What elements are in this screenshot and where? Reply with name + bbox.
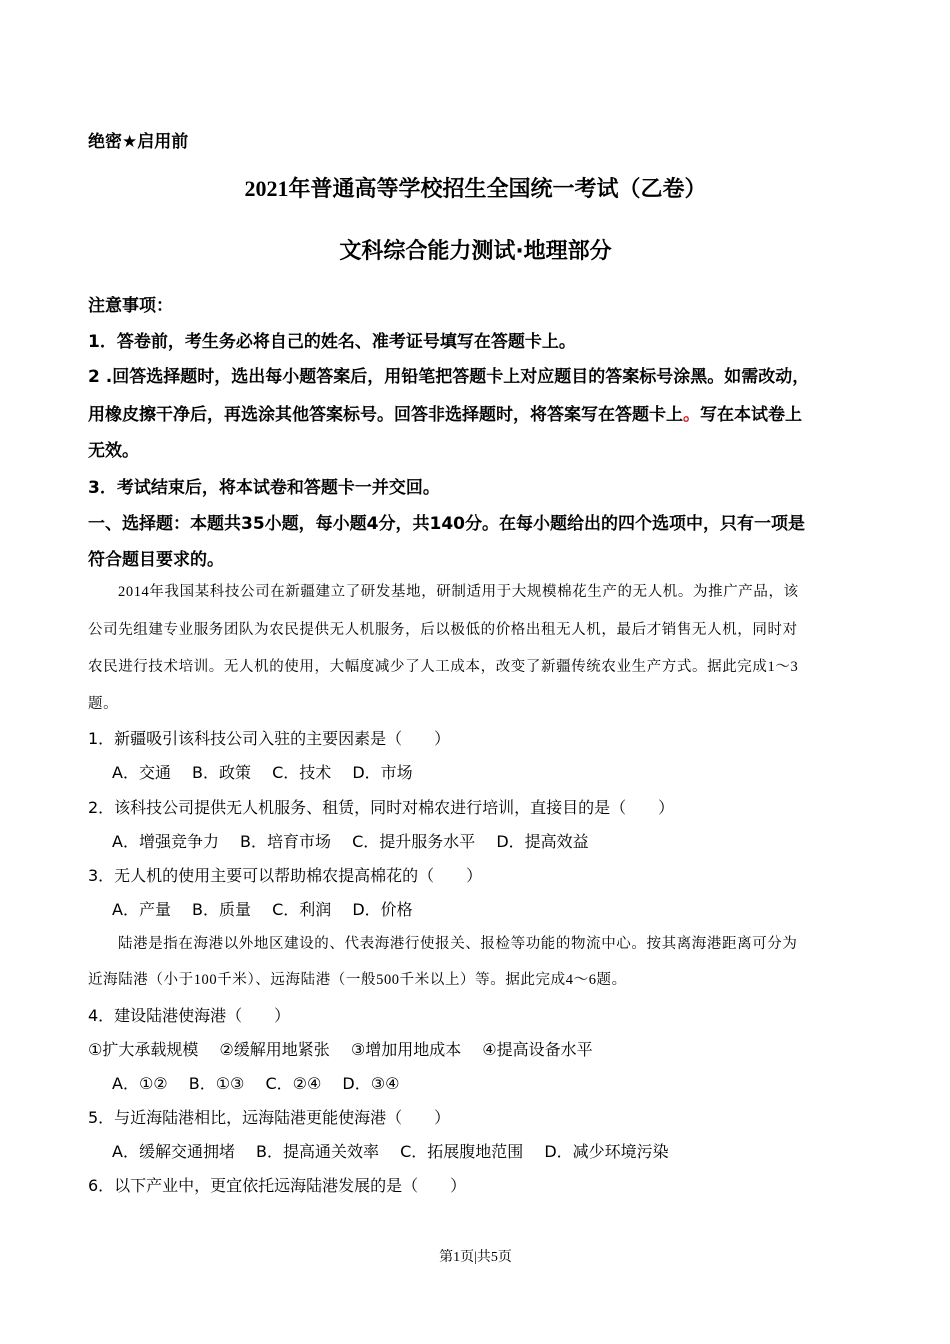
notice-item-1: 1．答卷前，考生务必将自己的姓名、准考证号填写在答题卡上。 <box>88 332 576 352</box>
notice-item-2-line-1: 2 .回答选择题时，选出每小题答案后，用铅笔把答题卡上对应题目的答案标号涂黑。如需改动， <box>88 367 810 387</box>
passage-2-line-1: 陆港是指在海港以外地区建设的、代表海港行使报关、报检等功能的物流中心。按其离海港距离可分为 <box>118 936 798 952</box>
notice-item-2-line-3: 无效。 <box>88 441 139 461</box>
exam-subtitle: 文科综合能力测试·地理部分 <box>339 239 612 264</box>
notice-item-2-text-c: 写在本试卷上 <box>700 405 802 425</box>
passage-1-line-1: 2014年我国某科技公司在新疆建立了研发基地，研制适用于大规模棉花生产的无人机。为推广产品，该 <box>118 584 799 600</box>
exam-title: 2021年普通高等学校招生全国统一考试（乙卷） <box>244 176 707 201</box>
question-3: 3．无人机的使用主要可以帮助棉农提高棉花的（ ） <box>88 866 483 885</box>
question-2-options: A．增强竞争力 B．培育市场 C．提升服务水平 D．提高效益 <box>112 832 589 851</box>
question-4-statements: ①扩大承载规模 ②缓解用地紧张 ③增加用地成本 ④提高设备水平 <box>88 1040 593 1059</box>
question-1: 1．新疆吸引该科技公司入驻的主要因素是（ ） <box>88 729 451 748</box>
question-4-options: A．①② B．①③ C．②④ D．③④ <box>112 1074 400 1093</box>
section-heading-line-1: 一、选择题：本题共35小题，每小题4分，共140分。在每小题给出的四个选项中，只有一项是 <box>88 514 805 534</box>
question-6: 6．以下产业中，更宜依托远海陆港发展的是（ ） <box>88 1176 467 1195</box>
red-period-mark: 。 <box>683 405 700 425</box>
section-heading-line-2: 符合题目要求的。 <box>88 550 224 570</box>
confidential-label: 绝密★启用前 <box>88 132 189 152</box>
passage-1-line-2: 公司先组建专业服务团队为农民提供无人机服务，后以极低的价格出租无人机，最后才销售无人机，同时对 <box>88 622 798 638</box>
notice-item-2-line-2 <box>88 400 802 425</box>
question-1-options: A．交通 B．政策 C．技术 D．市场 <box>112 763 413 782</box>
passage-1-line-3: 农民进行技术培训。无人机的使用，大幅度减少了人工成本，改变了新疆传统农业生产方式。据此完成1～3 <box>88 659 799 675</box>
notice-item-2-text-a: 用橡皮擦干净后，再选涂其他答案标号。回答非选择题时，将答案写在答题卡上 <box>88 405 683 425</box>
passage-2-line-2: 近海陆港（小于100千米）、远海陆港（一般500千米以上）等。据此完成4～6题。 <box>88 972 627 988</box>
page-number-footer: 第1页|共5页 <box>439 1250 512 1265</box>
question-3-options: A．产量 B．质量 C．利润 D．价格 <box>112 900 413 919</box>
notice-item-3: 3．考试结束后，将本试卷和答题卡一并交回。 <box>88 478 440 498</box>
notice-heading: 注意事项： <box>88 296 173 316</box>
question-4: 4．建设陆港使海港（ ） <box>88 1006 291 1025</box>
question-5: 5．与近海陆港相比，远海陆港更能使海港（ ） <box>88 1108 451 1127</box>
question-5-options: A．缓解交通拥堵 B．提高通关效率 C．拓展腹地范围 D．减少环境污染 <box>112 1142 669 1161</box>
passage-1-line-4: 题。 <box>88 696 119 712</box>
question-2: 2．该科技公司提供无人机服务、租赁，同时对棉农进行培训，直接目的是（ ） <box>88 798 675 817</box>
